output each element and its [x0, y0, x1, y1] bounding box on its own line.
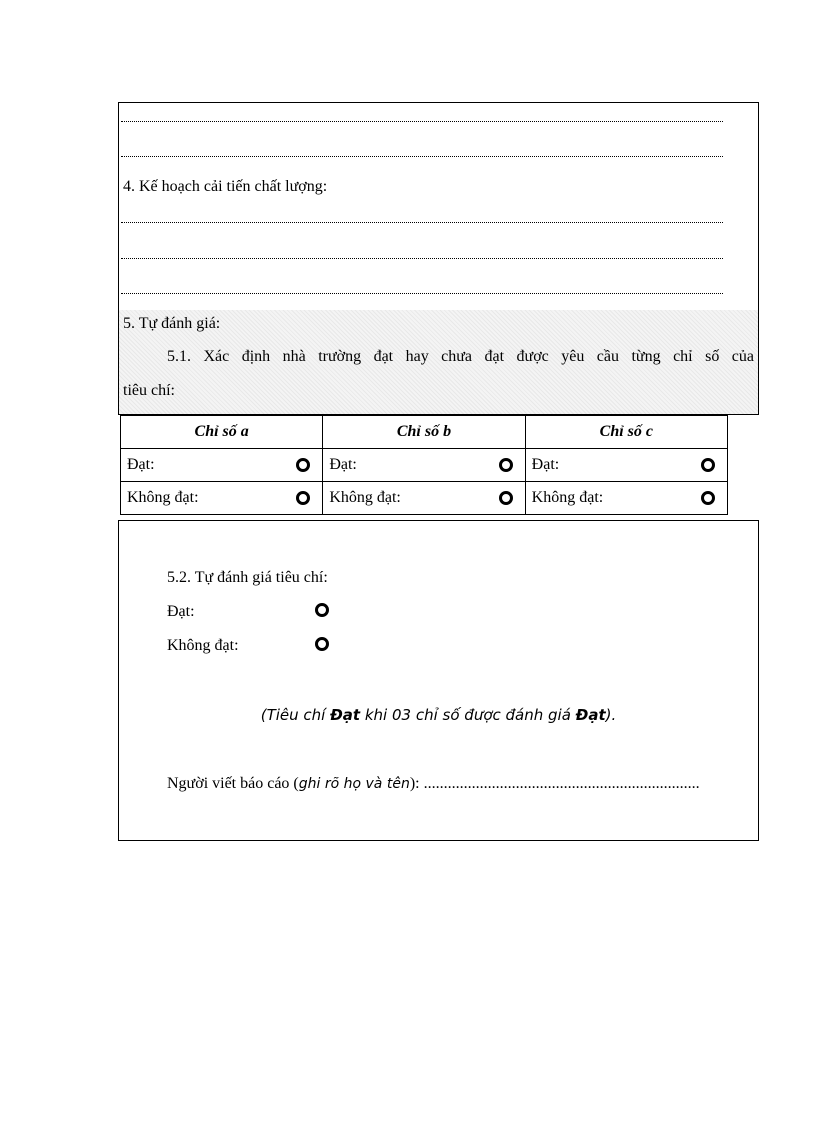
header-chi-so-b: Chỉ số b: [323, 416, 525, 449]
overall-pass-label: Đạt:: [167, 603, 195, 620]
radio-overall-pass[interactable]: [315, 603, 329, 617]
reporter-line: Người viết báo cáo (ghi rõ họ và tên): .....................................................................: [167, 775, 700, 792]
form-section-top: [118, 102, 759, 415]
pass-label: Đạt:: [329, 456, 357, 473]
criteria-note: (Tiêu chí Đạt khi 03 chỉ số được đánh giá Đạt).: [260, 706, 617, 724]
table-header-row: [121, 416, 728, 449]
dotted-fill-line: [121, 293, 723, 294]
radio-a-pass[interactable]: [296, 458, 310, 472]
table-row: [121, 482, 728, 515]
section-5-title: 5. Tự đánh giá:: [123, 315, 221, 332]
form-section-bottom: [118, 520, 759, 841]
table-row: [121, 449, 728, 482]
overall-fail-label: Không đạt:: [167, 637, 239, 654]
fail-label: Không đạt:: [329, 489, 401, 506]
radio-b-fail[interactable]: [499, 491, 513, 505]
dotted-fill-line: [121, 156, 723, 157]
section-4-title: 4. Kế hoạch cải tiến chất lượng:: [123, 178, 328, 195]
dotted-fill-line: [121, 258, 723, 259]
criteria-table: [120, 415, 728, 515]
radio-overall-fail[interactable]: [315, 637, 329, 651]
section-5-1-text-cont: tiêu chí:: [123, 382, 175, 399]
fail-label: Không đạt:: [531, 489, 604, 506]
pass-label: Đạt:: [127, 456, 155, 473]
radio-c-pass[interactable]: [701, 458, 715, 472]
header-chi-so-a: Chỉ số a: [121, 416, 323, 449]
dotted-fill-line: [121, 121, 723, 122]
section-5-2-title: 5.2. Tự đánh giá tiêu chí:: [167, 569, 328, 586]
dotted-fill-line: [121, 222, 723, 223]
radio-b-pass[interactable]: [499, 458, 513, 472]
pass-label: Đạt:: [531, 456, 560, 473]
fail-label: Không đạt:: [127, 489, 199, 506]
radio-a-fail[interactable]: [296, 491, 310, 505]
radio-c-fail[interactable]: [701, 491, 715, 505]
section-5-1-text: 5.1. Xác định nhà trường đạt hay chưa đạt được yêu cầu từng chỉ số của: [167, 348, 754, 365]
header-chi-so-c: Chỉ số c: [525, 416, 727, 449]
